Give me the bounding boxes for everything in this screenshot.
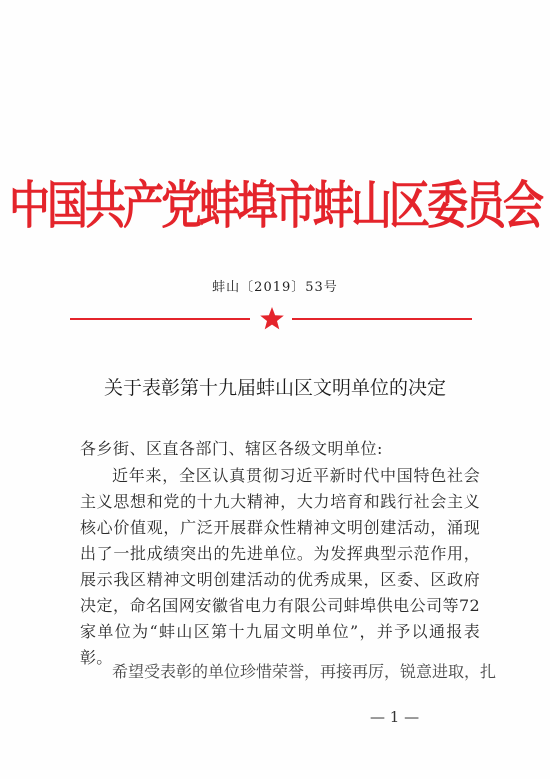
body-paragraph-1: 近年来，全区认真贯彻习近平新时代中国特色社会主义思想和党的十九大精神，大力培育和践行社会主义核心价值观，广泛开展群众性精神文明创建活动，涌现出了一批成绩突出的先进单位。为发挥典型示范作用，展示我区精神文明创建活动的优秀成果，区委、区政府决定，命名国网安徽省电力有限公司蚌埠供电公司等72家单位为“蚌山区第十九届文明单位”，并予以通报表彰。: [80, 466, 480, 667]
document-title: 关于表彰第十九届蚌山区文明单位的决定: [103, 377, 446, 399]
header-rule-left: [70, 318, 250, 320]
star-shape: [260, 307, 284, 329]
document-number: 蚌山〔2019〕53号: [212, 280, 338, 295]
star-icon: [259, 305, 285, 331]
page-number: — 1 —: [370, 708, 420, 726]
issuer-header: 中国共产党蚌埠市蚌山区委员会: [9, 175, 541, 236]
salutation: 各乡街、区直各部门、辖区各级文明单位:: [80, 439, 383, 458]
body-paragraph-2: 希望受表彰的单位珍惜荣誉，再接再厉，锐意进取，扎: [112, 662, 497, 681]
header-rule-right: [292, 318, 472, 320]
